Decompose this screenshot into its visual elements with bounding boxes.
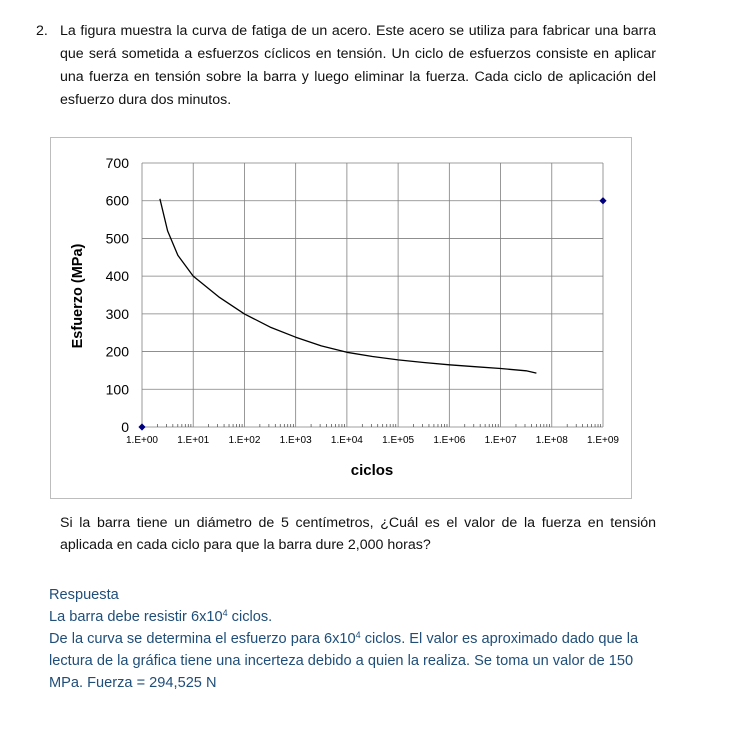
question-number: 2. bbox=[36, 23, 48, 39]
x-tick-label: 1.E+07 bbox=[484, 435, 517, 446]
answer-line-1: La barra debe resistir $6x10^4$ ciclos. bbox=[49, 608, 273, 625]
sub-question: Si la barra tiene un diámetro de 5 centímetros, ¿Cuál es el valor de la fuerza en tensión aplicada en cada ciclo para que la barra dure 2,000 horas? bbox=[60, 515, 656, 553]
y-tick-label: 0 bbox=[121, 419, 129, 435]
x-axis-title: ciclos bbox=[350, 462, 394, 479]
answer-heading: Respuesta bbox=[49, 587, 119, 603]
chart-svg bbox=[51, 138, 631, 498]
y-tick-label: 700 bbox=[105, 155, 129, 171]
fatigue-chart bbox=[50, 137, 632, 499]
y-tick-label: 500 bbox=[105, 230, 129, 247]
answer-paragraph: De la curva se determina el esfuerzo para $6x10^4$ ciclos. El valor es aproximado dado que la lectura de la gráfica tiene una incerteza debido a quien la realiza. Se toma un valor de 150 MPa. Fuerza = 294,525 N bbox=[49, 630, 639, 691]
y-tick-label: 100 bbox=[105, 381, 129, 398]
question-block bbox=[36, 20, 656, 112]
x-tick-label: 1.E+09 bbox=[587, 435, 619, 446]
y-tick-label: 400 bbox=[105, 268, 129, 285]
x-tick-label: 1.E+05 bbox=[382, 435, 415, 446]
y-tick-label: 200 bbox=[105, 343, 129, 360]
data-point-marker bbox=[599, 197, 606, 204]
x-tick-label: 1.E+00 bbox=[126, 435, 158, 446]
x-tick-label: 1.E+04 bbox=[330, 435, 363, 446]
y-axis-title: Esfuerzo (MPa) bbox=[70, 243, 86, 349]
data-point-marker bbox=[138, 423, 145, 430]
answer-block bbox=[49, 584, 669, 694]
y-tick-label: 600 bbox=[105, 192, 129, 209]
x-tick-label: 1.E+01 bbox=[177, 435, 210, 446]
question-text: La figura muestra la curva de fatiga de un acero. Este acero se utiliza para fabricar una barra que será sometida a esfuerzos cíclicos en tensión. Un ciclo de esfuerzos consiste en aplicar una fuerza en tensión sobre la barra y luego eliminar la fuerza. Cada ciclo de aplicación del esfuerzo dura dos minutos. bbox=[60, 23, 656, 108]
fatigue-curve bbox=[160, 199, 537, 373]
x-tick-label: 1.E+02 bbox=[228, 435, 261, 446]
x-tick-label: 1.E+06 bbox=[433, 435, 466, 446]
y-tick-label: 300 bbox=[105, 305, 129, 322]
x-tick-label: 1.E+08 bbox=[535, 435, 568, 446]
x-tick-label: 1.E+03 bbox=[279, 435, 312, 446]
